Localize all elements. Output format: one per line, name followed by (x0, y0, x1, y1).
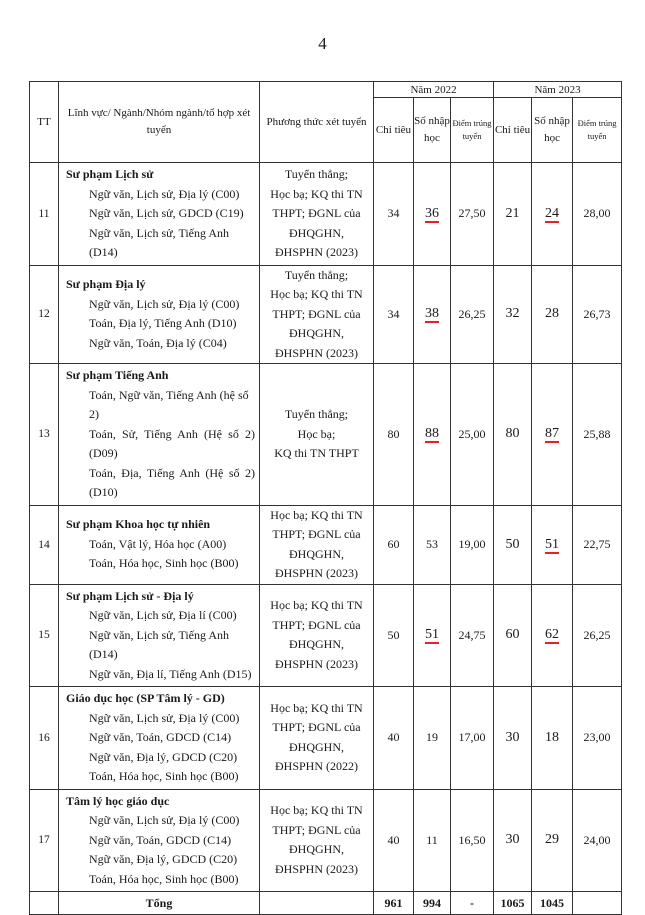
enrolled-value: 51 (425, 627, 439, 643)
method-line: ĐHSPHN (2023) (274, 245, 358, 259)
score-2022: 19,00 (451, 505, 494, 584)
enrolled-2022 (414, 265, 451, 364)
score-2022: 17,00 (451, 687, 494, 790)
method-line: ĐHSPHN (2023) (274, 566, 358, 580)
row-title: Giáo dục học (SP Tâm lý - GD) (66, 691, 225, 705)
score-2022: 26,25 (451, 265, 494, 364)
enrolled-2023 (532, 163, 573, 266)
total-quota-2022: 961 (374, 892, 414, 915)
quota-2023: 30 (494, 687, 532, 790)
method-line: THPT; ĐGNL của (272, 617, 361, 632)
header-score-2022: Điểm trúng tuyển (451, 98, 494, 163)
row-combo: (D10) (89, 485, 118, 499)
row-combo: Toán, Hóa học, Sinh học (B00) (89, 556, 239, 571)
row-combo: Ngữ văn, Địa lí, Tiếng Anh (D15) (89, 666, 252, 681)
row-field (59, 364, 260, 506)
row-combo: Toán, Ngữ văn, Tiếng Anh (hệ số 2) (89, 387, 249, 421)
row-combo: Ngữ văn, Lịch sử, Địa lý (C00) (89, 186, 240, 201)
header-method: Phương thức xét tuyển (260, 82, 374, 163)
table-row (30, 265, 622, 364)
enrolled-value: 62 (545, 627, 560, 643)
row-combo: Toán, Địa lý, Tiếng Anh (D10) (89, 316, 237, 331)
row-combo: Toán, Sử, Tiếng Anh (Hệ số 2) (89, 426, 255, 441)
quota-2022: 80 (374, 364, 414, 506)
method-line: Học bạ; KQ thi TN (270, 186, 363, 201)
method-line: ĐHQGHN, (289, 546, 344, 561)
method-line: ĐHSPHN (2023) (274, 656, 358, 671)
method-line: Học bạ; KQ thi TN (270, 598, 363, 613)
enrolled-value: 24 (545, 205, 560, 221)
method-line: Học bạ; (297, 426, 336, 441)
method-line: ĐHQGHN, (289, 842, 344, 857)
enrolled-2023 (532, 584, 573, 687)
enrolled-2022: 53 (414, 505, 451, 584)
total-score-2023 (573, 892, 622, 915)
enrolled-value: 36 (425, 205, 439, 221)
row-title: Sư phạm Lịch sử - Địa lý (66, 588, 194, 603)
score-2022: 27,50 (451, 163, 494, 266)
header-quota-2022: Chỉ tiêu (374, 98, 414, 163)
header-enrolled-2022: Số nhập học (414, 98, 451, 163)
row-combo: Ngữ văn, Địa lý, GDCD (C20) (89, 749, 238, 764)
row-combo: Ngữ văn, Địa lý, GDCD (C20) (89, 852, 238, 866)
header-field: Lĩnh vực/ Ngành/Nhóm ngành/tổ hợp xét tuyển (59, 82, 260, 163)
quota-2022: 50 (374, 584, 414, 687)
header-quota-2023: Chỉ tiêu (494, 98, 532, 163)
quota-2022: 34 (374, 265, 414, 364)
table-row (30, 505, 622, 584)
page-number: 4 (318, 34, 327, 53)
row-field (59, 265, 260, 364)
row-method (260, 584, 374, 687)
score-2023: 28,00 (573, 163, 622, 266)
row-title: Sư phạm Lịch sử (66, 167, 154, 181)
enrolled-2023 (532, 505, 573, 584)
row-method (260, 687, 374, 790)
method-line: Học bạ; KQ thi TN (270, 287, 363, 301)
table-row (30, 163, 622, 266)
enrolled-2022: 11 (414, 789, 451, 892)
score-2023: 26,25 (573, 584, 622, 687)
method-line: Học bạ; KQ thi TN (270, 507, 363, 522)
row-combo: Ngữ văn, Lịch sử, Tiếng Anh (D14) (89, 627, 230, 661)
enrolled-value: 87 (545, 426, 560, 442)
score-2023: 22,75 (573, 505, 622, 584)
method-line: Tuyển thẳng; (284, 267, 349, 282)
score-2022: 16,50 (451, 789, 494, 892)
score-2022: 25,00 (451, 364, 494, 506)
total-method (260, 892, 374, 915)
row-title: Sư phạm Khoa học tự nhiên (66, 517, 211, 532)
row-field (59, 505, 260, 584)
method-line: THPT; ĐGNL của (272, 206, 361, 220)
method-line: THPT; ĐGNL của (272, 527, 361, 541)
enrolled-2022 (414, 163, 451, 266)
method-line: KQ thi TN THPT (274, 446, 359, 460)
row-combo: Toán, Địa, Tiếng Anh (Hệ số 2) (89, 465, 255, 480)
quota-2022: 34 (374, 163, 414, 266)
quota-2023: 21 (494, 163, 532, 266)
row-field (59, 789, 260, 892)
quota-2023: 60 (494, 584, 532, 687)
row-combo: Ngữ văn, Lịch sử, Địa lý (C00) (89, 813, 240, 827)
total-row (30, 892, 622, 915)
enrolled-value: 88 (425, 426, 439, 442)
score-2022: 24,75 (451, 584, 494, 687)
row-combo: Toán, Hóa học, Sinh học (B00) (89, 769, 239, 783)
quota-2022: 40 (374, 687, 414, 790)
quota-2023: 30 (494, 789, 532, 892)
row-combo: Ngữ văn, Toán, Địa lý (C04) (89, 335, 227, 350)
method-line: ĐHQGHN, (289, 739, 344, 754)
row-tt: 16 (30, 687, 59, 790)
row-tt: 11 (30, 163, 59, 266)
row-combo: Toán, Hóa học, Sinh học (B00) (89, 871, 239, 886)
row-combo: Ngữ văn, Lịch sử, Địa lí (C00) (89, 608, 237, 622)
table-row (30, 364, 622, 506)
enrolled-2022 (414, 364, 451, 506)
header-score-2023: Điểm trúng tuyển (573, 98, 622, 163)
row-combo: Toán, Vật lý, Hóa học (A00) (89, 536, 227, 551)
row-method (260, 364, 374, 506)
total-tt (30, 892, 59, 915)
row-tt: 13 (30, 364, 59, 506)
method-line: Học bạ; KQ thi TN (270, 803, 363, 818)
method-line: ĐHQGHN, (289, 225, 344, 240)
total-quota-2023: 1065 (494, 892, 532, 915)
score-2023: 23,00 (573, 687, 622, 790)
enrolled-2023: 28 (532, 265, 573, 364)
header-year-2022: Năm 2022 (374, 82, 494, 98)
row-combo: Ngữ văn, Lịch sử, Địa lý (C00) (89, 296, 240, 311)
admissions-table (29, 81, 622, 915)
row-combo: (D09) (89, 446, 118, 460)
total-enrolled-2023: 1045 (532, 892, 573, 915)
method-line: ĐHSPHN (2023) (274, 861, 358, 876)
row-tt: 12 (30, 265, 59, 364)
row-combo: Ngữ văn, Toán, GDCD (C14) (89, 832, 232, 847)
row-method (260, 163, 374, 266)
enrolled-2022: 19 (414, 687, 451, 790)
row-combo: Ngữ văn, Lịch sử, GDCD (C19) (89, 206, 244, 220)
method-line: Tuyển thẳng; (284, 407, 349, 421)
row-method (260, 789, 374, 892)
row-combo: Ngữ văn, Toán, GDCD (C14) (89, 730, 232, 744)
enrolled-2022 (414, 584, 451, 687)
row-field (59, 163, 260, 266)
total-label: Tổng (59, 892, 260, 915)
enrolled-2023: 18 (532, 687, 573, 790)
enrolled-2023: 29 (532, 789, 573, 892)
row-tt: 17 (30, 789, 59, 892)
quota-2022: 60 (374, 505, 414, 584)
total-score-2022: - (451, 892, 494, 915)
header-enrolled-2023: Số nhập học (532, 98, 573, 163)
method-line: ĐHSPHN (2022) (274, 759, 358, 774)
table-row (30, 687, 622, 790)
quota-2022: 40 (374, 789, 414, 892)
score-2023: 26,73 (573, 265, 622, 364)
row-tt: 14 (30, 505, 59, 584)
table-row (30, 584, 622, 687)
header-tt: TT (30, 82, 59, 163)
row-method (260, 265, 374, 364)
method-line: ĐHQGHN, (289, 326, 344, 340)
row-method (260, 505, 374, 584)
row-combo: Ngữ văn, Lịch sử, Địa lý (C00) (89, 710, 240, 725)
total-enrolled-2022: 994 (414, 892, 451, 915)
row-tt: 15 (30, 584, 59, 687)
row-title: Sư phạm Tiếng Anh (66, 368, 169, 382)
header-year-2023: Năm 2023 (494, 82, 622, 98)
score-2023: 25,88 (573, 364, 622, 506)
method-line: ĐHQGHN, (289, 637, 344, 652)
method-line: Học bạ; KQ thi TN (270, 700, 363, 715)
row-title: Sư phạm Địa lý (66, 277, 146, 292)
enrolled-value: 38 (425, 306, 439, 322)
quota-2023: 32 (494, 265, 532, 364)
method-line: THPT; ĐGNL của (272, 720, 361, 735)
method-line: ĐHSPHN (2023) (274, 345, 358, 360)
method-line: THPT; ĐGNL của (272, 822, 361, 837)
quota-2023: 50 (494, 505, 532, 584)
row-field (59, 584, 260, 687)
table-row (30, 789, 622, 892)
enrolled-2023 (532, 364, 573, 506)
row-field (59, 687, 260, 790)
method-line: Tuyển thẳng; (284, 167, 349, 181)
row-combo: Ngữ văn, Lịch sử, Tiếng Anh (D14) (89, 225, 230, 259)
row-title: Tâm lý học giáo dục (66, 793, 170, 808)
score-2023: 24,00 (573, 789, 622, 892)
method-line: THPT; ĐGNL của (272, 306, 361, 321)
enrolled-value: 51 (545, 536, 560, 552)
quota-2023: 80 (494, 364, 532, 506)
